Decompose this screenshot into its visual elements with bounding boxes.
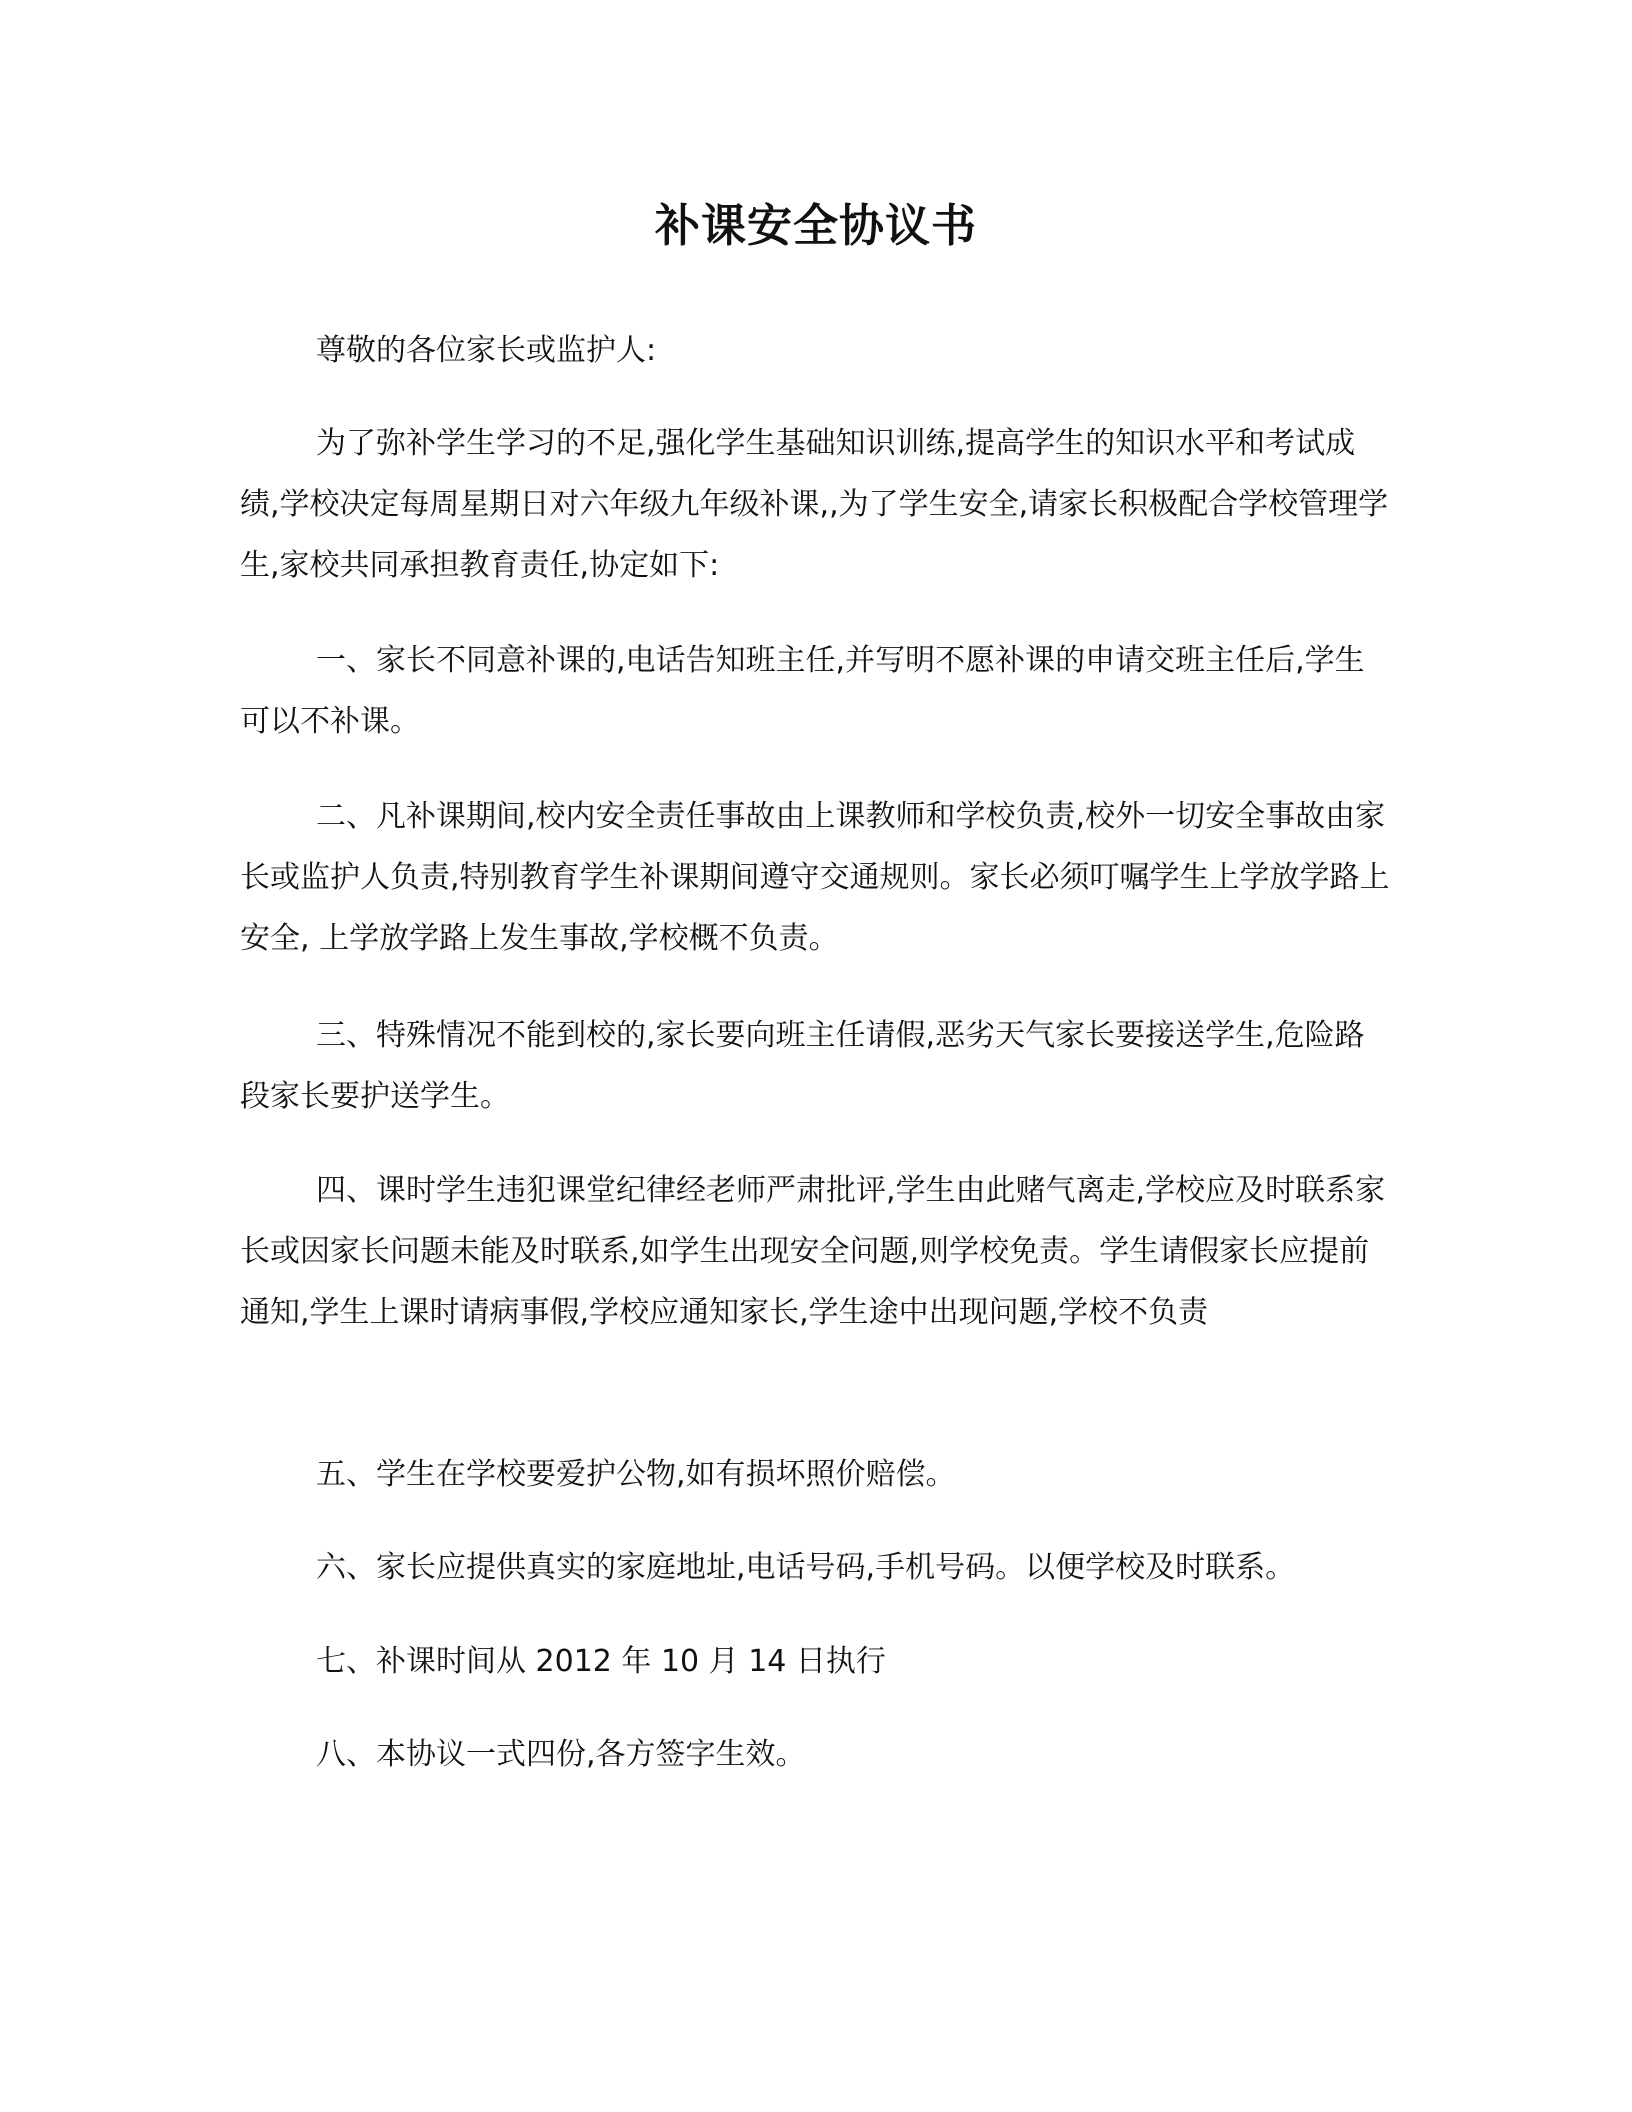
clause-8: 八、本协议一式四份,各方签字生效。 [316, 1737, 806, 1772]
intro-paragraph: 为了弥补学生学习的不足,强化学生基础知识训练,提高学生的知识水平和考试成绩,学校决定每周星期日对六年级九年级补课,,为了学生安全,请家长积极配合学校管理学生,家校共同承担教育责任,协定如下: [240, 426, 1389, 583]
clause-5: 五、学生在学校要爱护公物,如有损坏照价赔偿。 [316, 1457, 956, 1492]
document-title: 补课安全协议书 [654, 199, 977, 252]
clause-6: 六、家长应提供真实的家庭地址,电话号码,手机号码。以便学校及时联系。 [316, 1550, 1296, 1585]
salutation: 尊敬的各位家长或监护人: [316, 333, 657, 368]
clause-1: 一、家长不同意补课的,电话告知班主任,并写明不愿补课的申请交班主任后,学生可以不补课。 [240, 643, 1365, 739]
clause-2: 二、凡补课期间,校内安全责任事故由上课教师和学校负责,校外一切安全事故由家长或监护人负责,特别教育学生补课期间遵守交通规则。家长必须叮嘱学生上学放学路上安全, 上学放学路上发生事故,学校概不负责。 [240, 799, 1390, 956]
clause-3: 三、特殊情况不能到校的,家长要向班主任请假,恶劣天气家长要接送学生,危险路段家长要护送学生。 [240, 1018, 1365, 1114]
clause-4: 四、课时学生违犯课堂纪律经老师严肃批评,学生由此赌气离走,学校应及时联系家长或因家长问题未能及时联系,如学生出现安全问题,则学校免责。学生请假家长应提前通知,学生上课时请病事假,学校应通知家长,学生途中出现问题,学校不负责 [240, 1173, 1386, 1330]
clause-7: 七、补课时间从 2012 年 10 月 14 日执行 [316, 1644, 886, 1679]
